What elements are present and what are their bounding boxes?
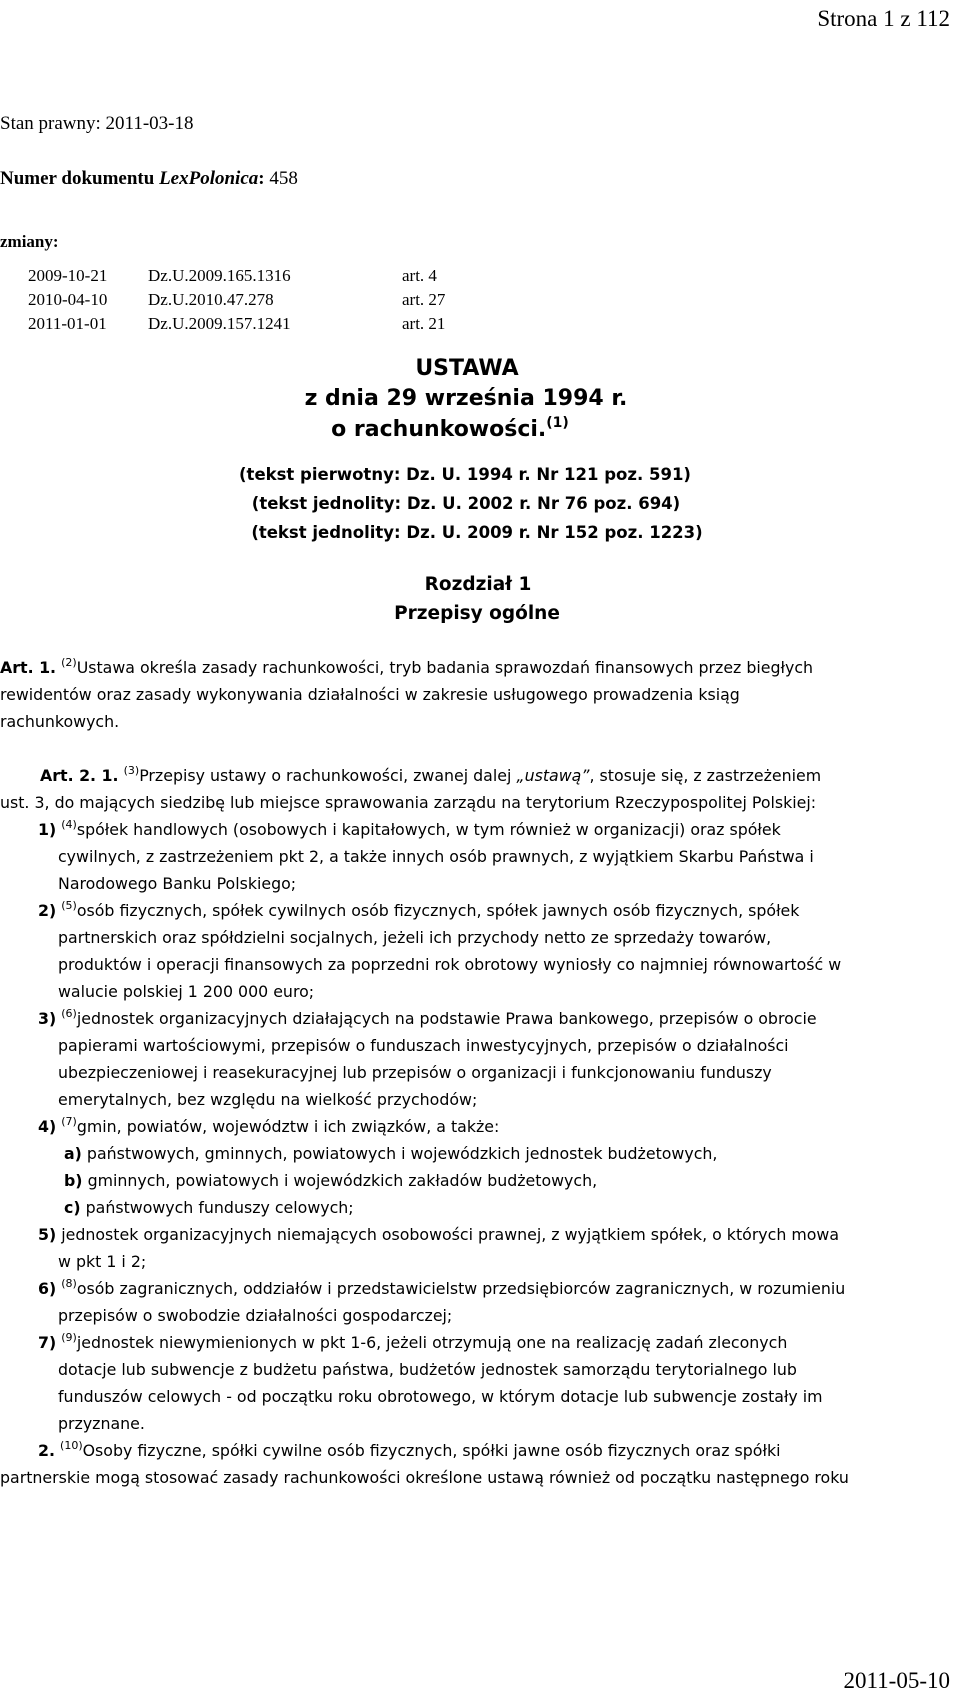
subpoint-b bbox=[64, 1171, 597, 1190]
art1-line bbox=[0, 658, 813, 677]
defined-term: „ustawą” bbox=[516, 766, 590, 785]
art2-section-2-line: partnerskie mogą stosować zasady rachunkowości określone ustawą również od początku następnego roku bbox=[0, 1468, 849, 1487]
art1-text: Ustawa określa zasady rachunkowości, tryb badania sprawozdań finansowych przez biegłych bbox=[76, 658, 814, 677]
act-type: USTAWA bbox=[415, 356, 519, 381]
point-7 bbox=[38, 1333, 787, 1352]
document-number-label: Numer dokumentu bbox=[0, 168, 160, 189]
point-3-line: ubezpieczeniowej i reasekuracyjnej lub przepisów o organizacji i funkcjonowaniu funduszy bbox=[58, 1063, 772, 1082]
footer-date: 2011-05-10 bbox=[843, 1668, 950, 1693]
footnote-ref: (2) bbox=[61, 656, 77, 669]
lexpolonica-brand: LexPolonica bbox=[159, 168, 259, 189]
art1-line: rachunkowych. bbox=[0, 712, 120, 731]
point-6 bbox=[38, 1279, 845, 1298]
point-number: 1) bbox=[38, 820, 57, 839]
changes-label: zmiany: bbox=[0, 232, 59, 251]
point-6-line: przepisów o swobodzie działalności gospodarczej; bbox=[58, 1306, 453, 1325]
edition-consolidated-2002: (tekst jednolity: Dz. U. 2002 r. Nr 76 poz. 694) bbox=[251, 494, 681, 513]
point-number: 3) bbox=[38, 1009, 57, 1028]
document-number-value: 458 bbox=[264, 168, 298, 189]
art2-line: ust. 3, do mających siedzibę lub miejsce sprawowania zarządu na terytorium Rzeczypospolitej Polskiej: bbox=[0, 793, 817, 812]
point-1 bbox=[38, 820, 781, 839]
chapter-title: Przepisy ogólne bbox=[394, 603, 560, 624]
art2-text: , stosuje się, z zastrzeżeniem bbox=[589, 766, 822, 785]
point-text: osób fizycznych, spółek cywilnych osób fizycznych, spółek jawnych osób fizycznych, spółek bbox=[76, 901, 800, 920]
subpoint-c bbox=[64, 1198, 354, 1217]
point-number: 4) bbox=[38, 1117, 57, 1136]
change-row bbox=[28, 264, 445, 288]
article-label: Art. 1. bbox=[0, 658, 57, 677]
point-5 bbox=[38, 1225, 839, 1244]
change-source: Dz.U.2009.165.1316 bbox=[148, 266, 291, 285]
change-row bbox=[28, 312, 445, 336]
point-number: 2) bbox=[38, 901, 57, 920]
act-subject bbox=[0, 417, 930, 442]
footnote-ref: (6) bbox=[61, 1007, 77, 1020]
edition-consolidated-2009: (tekst jednolity: Dz. U. 2009 r. Nr 152 poz. 1223) bbox=[251, 523, 703, 542]
subpoint-text: państwowych, gminnych, powiatowych i wojewódzkich jednostek budżetowych, bbox=[86, 1144, 718, 1163]
section-number: 2. bbox=[38, 1441, 55, 1460]
point-2 bbox=[38, 901, 799, 920]
footnote-ref: (5) bbox=[61, 899, 77, 912]
change-date: 2011-01-01 bbox=[28, 314, 107, 333]
change-article: art. 21 bbox=[402, 314, 446, 333]
change-source: Dz.U.2009.157.1241 bbox=[148, 314, 291, 333]
footnote-ref: (10) bbox=[60, 1439, 83, 1452]
subpoint-a bbox=[64, 1144, 717, 1163]
point-text: gmin, powiatów, województw i ich związków, a także: bbox=[76, 1117, 500, 1136]
point-3 bbox=[38, 1009, 817, 1028]
point-2-line: walucie polskiej 1 200 000 euro; bbox=[58, 982, 315, 1001]
point-text: osób zagranicznych, oddziałów i przedstawicielstw przedsiębiorców zagranicznych, w rozumieniu bbox=[76, 1279, 846, 1298]
footnote-ref: (3) bbox=[123, 764, 140, 777]
footnote-ref: (7) bbox=[61, 1115, 77, 1128]
point-7-line: przyznane. bbox=[58, 1414, 145, 1433]
edition-original: (tekst pierwotny: Dz. U. 1994 r. Nr 121 poz. 591) bbox=[239, 465, 691, 484]
art1-line: rewidentów oraz zasady wykonywania działalności w zakresie usługowego prowadzenia ksiąg bbox=[0, 685, 740, 704]
act-subject-text: o rachunkowości. bbox=[331, 417, 547, 442]
legal-status-date: 2011-03-18 bbox=[105, 113, 194, 134]
point-4 bbox=[38, 1117, 499, 1136]
art2-text: Przepisy ustawy o rachunkowości, zwanej dalej bbox=[139, 766, 517, 785]
point-text: jednostek organizacyjnych działających na podstawie Prawa bankowego, przepisów o obrocie bbox=[76, 1009, 817, 1028]
article-label: Art. 2. 1. bbox=[40, 766, 119, 785]
subpoint-letter: c) bbox=[64, 1198, 81, 1217]
subpoint-letter: a) bbox=[64, 1144, 82, 1163]
point-text: jednostek niewymienionych w pkt 1-6, jeżeli otrzymują one na realizację zadań zleconych bbox=[76, 1333, 788, 1352]
point-7-line: funduszów celowych - od początku roku obrotowego, w którym dotacje lub subwencje zostały im bbox=[58, 1387, 823, 1406]
chapter-number: Rozdział 1 bbox=[424, 574, 532, 595]
document-number bbox=[0, 168, 298, 190]
footnote-ref: (1) bbox=[546, 415, 569, 431]
footnote-ref: (9) bbox=[61, 1331, 77, 1344]
change-article: art. 4 bbox=[402, 266, 437, 285]
point-number: 5) bbox=[38, 1225, 57, 1244]
art2-section-2 bbox=[38, 1441, 781, 1460]
legal-status-label: Stan prawny: bbox=[0, 113, 106, 134]
changes-table bbox=[28, 264, 445, 336]
footnote-ref: (8) bbox=[61, 1277, 77, 1290]
point-1-line: Narodowego Banku Polskiego; bbox=[58, 874, 297, 893]
change-date: 2009-10-21 bbox=[28, 266, 108, 285]
page-number: Strona 1 z 112 bbox=[817, 6, 950, 31]
point-3-line: emerytalnych, bez względu na wielkość przychodów; bbox=[58, 1090, 478, 1109]
document-number-separator: : bbox=[258, 168, 265, 189]
point-text: jednostek organizacyjnych niemających osobowości prawnej, z wyjątkiem spółek, o których mowa bbox=[61, 1225, 840, 1244]
subpoint-text: państwowych funduszy celowych; bbox=[85, 1198, 354, 1217]
act-date: z dnia 29 września 1994 r. bbox=[304, 386, 628, 411]
change-source: Dz.U.2010.47.278 bbox=[148, 290, 274, 309]
point-number: 7) bbox=[38, 1333, 57, 1352]
subpoint-text: gminnych, powiatowych i wojewódzkich zakładów budżetowych, bbox=[87, 1171, 598, 1190]
legal-status bbox=[0, 113, 194, 135]
section-text: Osoby fizyczne, spółki cywilne osób fizycznych, spółki jawne osób fizycznych oraz spółki bbox=[82, 1441, 781, 1460]
art2-line bbox=[40, 766, 821, 785]
point-number: 6) bbox=[38, 1279, 57, 1298]
point-1-line: cywilnych, z zastrzeżeniem pkt 2, a także innych osób prawnych, z wyjątkiem Skarbu Państwa i bbox=[58, 847, 814, 866]
point-3-line: papierami wartościowymi, przepisów o funduszach inwestycyjnych, przepisów o działalności bbox=[58, 1036, 789, 1055]
point-2-line: partnerskich oraz spółdzielni socjalnych, jeżeli ich przychody netto ze sprzedaży towarów, bbox=[58, 928, 772, 947]
change-article: art. 27 bbox=[402, 290, 446, 309]
point-7-line: dotacje lub subwencje z budżetu państwa, budżetów jednostek samorządu terytorialnego lub bbox=[58, 1360, 797, 1379]
change-date: 2010-04-10 bbox=[28, 290, 108, 309]
point-text: spółek handlowych (osobowych i kapitałowych, w tym również w organizacji) oraz spółek bbox=[76, 820, 781, 839]
point-5-line: w pkt 1 i 2; bbox=[58, 1252, 147, 1271]
point-2-line: produktów i operacji finansowych za poprzedni rok obrotowy wyniosły co najmniej równowartość w bbox=[58, 955, 842, 974]
footnote-ref: (4) bbox=[61, 818, 77, 831]
subpoint-letter: b) bbox=[64, 1171, 83, 1190]
change-row bbox=[28, 288, 445, 312]
